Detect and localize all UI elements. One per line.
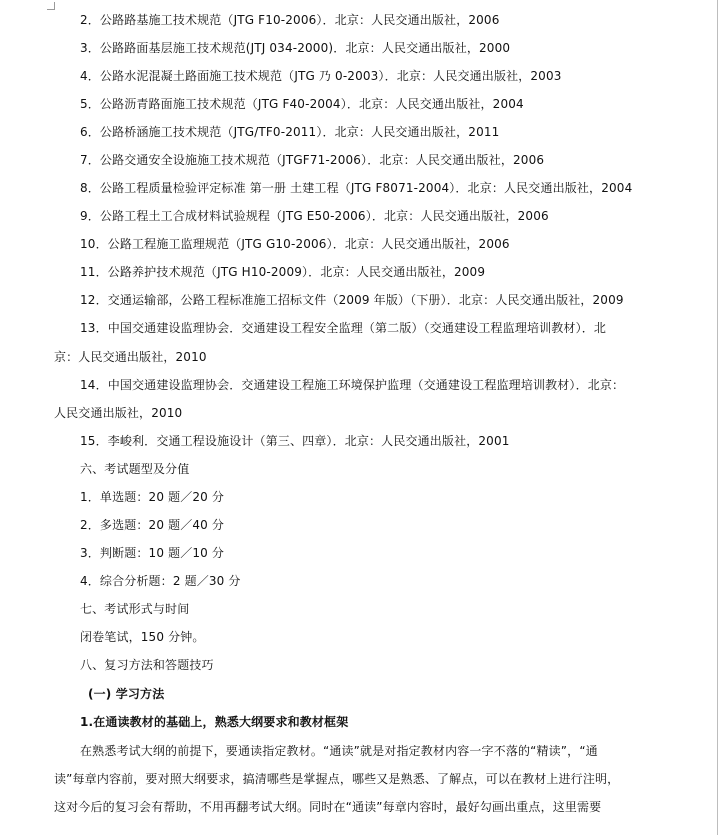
reference-item-continued: 京：人民交通出版社，2010: [54, 350, 207, 364]
body-paragraph-line: 这对今后的复习会有帮助，不用再翻考试大纲。同时在“通读”每章内容时，最好勾画出重点，这里需要: [54, 800, 602, 814]
reference-item-continued: 人民交通出版社，2010: [54, 406, 183, 420]
reference-item: 5．公路沥青路面施工技术规范（JTG F40-2004）．北京：人民交通出版社，2004: [80, 97, 524, 111]
page-corner-mark: [47, 2, 55, 10]
section-heading: 七、考试形式与时间: [80, 602, 190, 616]
reference-item: 9．公路工程土工合成材料试验规程（JTG E50-2006）．北京：人民交通出版社，2006: [80, 209, 549, 223]
body-paragraph-line: 读”每章内容前，要对照大纲要求，搞清哪些是掌握点，哪些又是熟悉、了解点，可以在教材上进行注明，: [54, 772, 620, 786]
section-heading: 八、复习方法和答题技巧: [80, 658, 214, 672]
reference-item: 8．公路工程质量检验评定标准 第一册 土建工程（JTG F8071-2004）．北京：人民交通出版社，2004: [80, 181, 633, 195]
list-item: 2．多选题：20 题／40 分: [80, 518, 225, 532]
reference-item: 3．公路路面基层施工技术规范(JTJ 034-2000)．北京：人民交通出版社，2000: [80, 41, 511, 55]
body-paragraph-line: 在熟悉考试大纲的前提下，要通读指定教材。“通读”就是对指定教材内容一字不落的“精读”，“通: [80, 744, 598, 758]
reference-item: 6．公路桥涵施工技术规范（JTG/TF0-2011）．北京：人民交通出版社，2011: [80, 125, 500, 139]
reference-item: 10．公路工程施工监理规范（JTG G10-2006）．北京：人民交通出版社，2006: [80, 237, 510, 251]
reference-item: 2．公路路基施工技术规范（JTG F10-2006）．北京：人民交通出版社，2006: [80, 13, 500, 27]
point-heading: 1.在通读教材的基础上，熟悉大纲要求和教材框架: [80, 715, 349, 729]
section-heading: 六、考试题型及分值: [80, 462, 190, 476]
reference-item: 13．中国交通建设监理协会．交通建设工程安全监理（第二版）（交通建设工程监理培训教材）．北: [80, 321, 607, 335]
subsection-heading: (一) 学习方法: [88, 687, 165, 701]
reference-item: 11．公路养护技术规范（JTG H10-2009）．北京：人民交通出版社，2009: [80, 265, 486, 279]
reference-item: 12．交通运输部，公路工程标准施工招标文件（2009 年版）（下册）．北京：人民交通出版社，2009: [80, 293, 624, 307]
list-item: 3．判断题：10 题／10 分: [80, 546, 225, 560]
reference-item: 14．中国交通建设监理协会．交通建设工程施工环境保护监理（交通建设工程监理培训教材）．北京：: [80, 378, 625, 392]
reference-item: 15．李峻利．交通工程设施设计（第三、四章）．北京：人民交通出版社，2001: [80, 434, 510, 448]
list-item: 4．综合分析题：2 题／30 分: [80, 574, 241, 588]
list-item: 1．单选题：20 题／20 分: [80, 490, 225, 504]
reference-item: 7．公路交通安全设施施工技术规范（JTGF71-2006）．北京：人民交通出版社，2006: [80, 153, 545, 167]
reference-item: 4．公路水泥混凝土路面施工技术规范（JTG 乃 0-2003）．北京：人民交通出版社，2003: [80, 69, 562, 83]
body-text: 闭卷笔试，150 分钟。: [80, 630, 205, 644]
